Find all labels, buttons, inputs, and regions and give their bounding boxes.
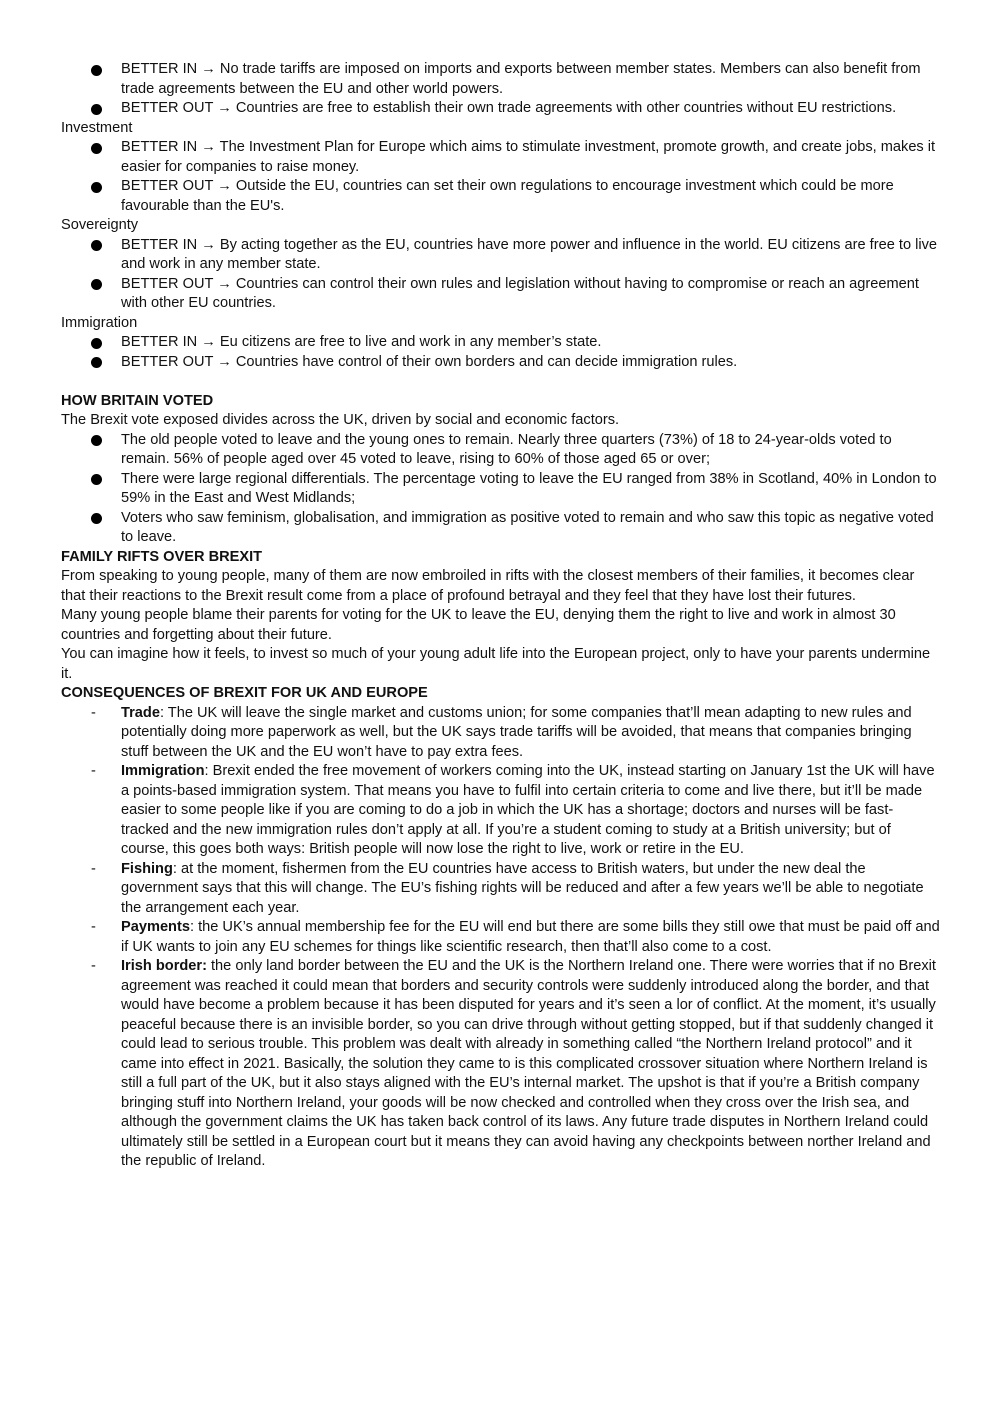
item-term: Irish border: (121, 958, 207, 974)
family-rifts-paragraph: From speaking to young people, many of them are now embroiled in rifts with the closest members of their families, it becomes clear that their reactions to the Brexit result come from a place of profound betrayal and they feel that they have lost their futures. (61, 568, 915, 604)
investment-bullets (61, 138, 940, 216)
immigration-heading: Immigration (61, 314, 138, 331)
item-term: Fishing (121, 860, 173, 877)
list-item: Voters who saw feminism, globalisation, and immigration as positive voted to remain and who saw this topic as negative voted to leave. (121, 509, 940, 548)
list-item: - Immigration: Brexit ended the free movement of workers coming into the UK, instead starting on January 1st the UK will have a points-based immigration system. That means you have to fulfil into certain criteria to come and live there, but it’ll be made easier to some people like if you are coming to do a job in which the UK has a shortage; doctors and nurses will be fast-tracked and the new immigration rules don’t apply at all. If you’re a student coming to study at a British university; but of course, this goes both ways: British people will now lose the right to live, work or retire in the EU. (91, 763, 935, 857)
item-term: Trade (121, 704, 160, 721)
bullet-icon (91, 143, 102, 154)
bullet-icon (91, 338, 102, 349)
blank-line (61, 372, 940, 392)
bullet-icon (91, 65, 102, 76)
dash-marker: - (91, 704, 96, 721)
investment-heading: Investment (61, 119, 133, 136)
list-item: BETTER OUT → Countries have control of their own borders and can decide immigration rules. (121, 353, 940, 373)
dash-marker: - (91, 763, 96, 779)
trade-bullets (61, 60, 940, 119)
bullet-icon (91, 279, 102, 290)
list-item: BETTER IN → The Investment Plan for Europe which aims to stimulate investment, promote growth, and create jobs, makes it easier for companies to raise money. (121, 138, 940, 177)
sovereignty-bullets (61, 236, 940, 314)
list-item: - Trade: The UK will leave the single market and customs union; for some companies that’ll mean adapting to new rules and potentially doing more paperwork as well, but the UK says trade tariffs will be avoided, that means that companies bringing stuff between the UK and the EU won’t have to pay extra fees. (91, 704, 912, 760)
bullet-icon (91, 182, 102, 193)
list-item: - Irish border: the only land border between the EU and the UK is the Northern Ireland one. There were worries that if no Brexit agreement was reached it could mean that borders and security controls were suddenly introduced along the border, and that would have become a problem because it has been disputed for years and it’s seen a lor of conflict. At the moment, it’s usually peaceful because there is an invisible border, so you can drive through without getting stopped, but if that suddenly changed it could lead to serious trouble. This problem was dealt with already in something called “the Northern Ireland protocol” and it came into effect in 2021. Basically, the solution they came to is this complicated crossover situation where Northern Ireland is still a full part of the UK, but it also stays aligned with the EU’s internal market. The upshot is that if you’re a British company bringing stuff into Northern Ireland, your goods will be now checked and controlled when they cross over the Irish sea, and although the government claims the UK has taken back control of its laws. Any future trade disputes in Northern Ireland could ultimately still be settled in a European court but it means they can avoid having any checkpoints between norther Ireland and the republic of Ireland. (91, 958, 936, 1169)
list-item: There were large regional differentials. The percentage voting to leave the EU ranged from 38% in Scotland, 40% in London to 59% in the East and West Midlands; (121, 470, 940, 509)
sovereignty-heading: Sovereignty (61, 217, 139, 233)
family-rifts-paragraph: You can imagine how it feels, to invest so much of your young adult life into the European project, only to have your parents undermine it. (61, 646, 931, 682)
list-item: The old people voted to leave and the young ones to remain. Nearly three quarters (73%) of 18 to 24-year-olds voted to remain. 56% of people aged over 45 voted to leave, rising to 60% of those aged 65 or over; (121, 431, 940, 470)
dash-marker: - (91, 919, 96, 935)
list-item: BETTER OUT → Countries can control their own rules and legislation without having to compromise or reach an agreement with other EU countries. (121, 275, 940, 314)
list-item: BETTER IN → Eu citizens are free to live and work in any member’s state. (121, 333, 940, 353)
bullet-icon (91, 474, 102, 485)
item-term: Immigration (121, 763, 205, 779)
bullet-icon (91, 435, 102, 446)
consequences-heading: CONSEQUENCES OF BREXIT FOR UK AND EUROPE (61, 685, 428, 701)
list-item: BETTER IN → By acting together as the EU, countries have more power and influence in the world. EU citizens are free to live and work in any member state. (121, 236, 940, 275)
bullet-icon (91, 104, 102, 115)
item-term: Payments (121, 919, 190, 935)
dash-marker: - (91, 860, 96, 877)
family-rifts-heading: FAMILY RIFTS OVER BREXIT (61, 548, 263, 565)
immigration-bullets (61, 333, 940, 372)
bullet-icon (91, 240, 102, 251)
list-item: - Fishing: at the moment, fishermen from the EU countries have access to British waters, but under the new deal the government says that this will change. The EU’s fishing rights will be reduced and after a few years we’ll be able to negotiate the arrangement each year. (91, 860, 924, 916)
dash-marker: - (91, 958, 96, 974)
how-britain-voted-intro: The Brexit vote exposed divides across the UK, driven by social and economic factors. (61, 412, 620, 428)
list-item: BETTER OUT → Outside the EU, countries can set their own regulations to encourage investment which could be more favourable than the EU's. (121, 177, 940, 216)
bullet-icon (91, 357, 102, 368)
vote-bullets (61, 431, 940, 548)
bullet-icon (91, 513, 102, 524)
how-britain-voted-heading: HOW BRITAIN VOTED (61, 392, 214, 409)
list-item: - Payments: the UK’s annual membership fee for the EU will end but there are some bills they still owe that must be paid off and if UK wants to join any EU schemes for things like scientific research, then that’ll also come to a cost. (91, 919, 940, 955)
list-item: BETTER OUT → Countries are free to establish their own trade agreements with other countries without EU restrictions. (121, 99, 940, 119)
list-item: BETTER IN → No trade tariffs are imposed on imports and exports between member states. Members can also benefit from trade agreements between the EU and other world powers. (121, 60, 940, 99)
family-rifts-paragraph: Many young people blame their parents for voting for the UK to leave the EU, denying them the right to live and work in almost 30 countries and forgetting about their future. (61, 607, 896, 643)
consequences-list (61, 704, 940, 1172)
